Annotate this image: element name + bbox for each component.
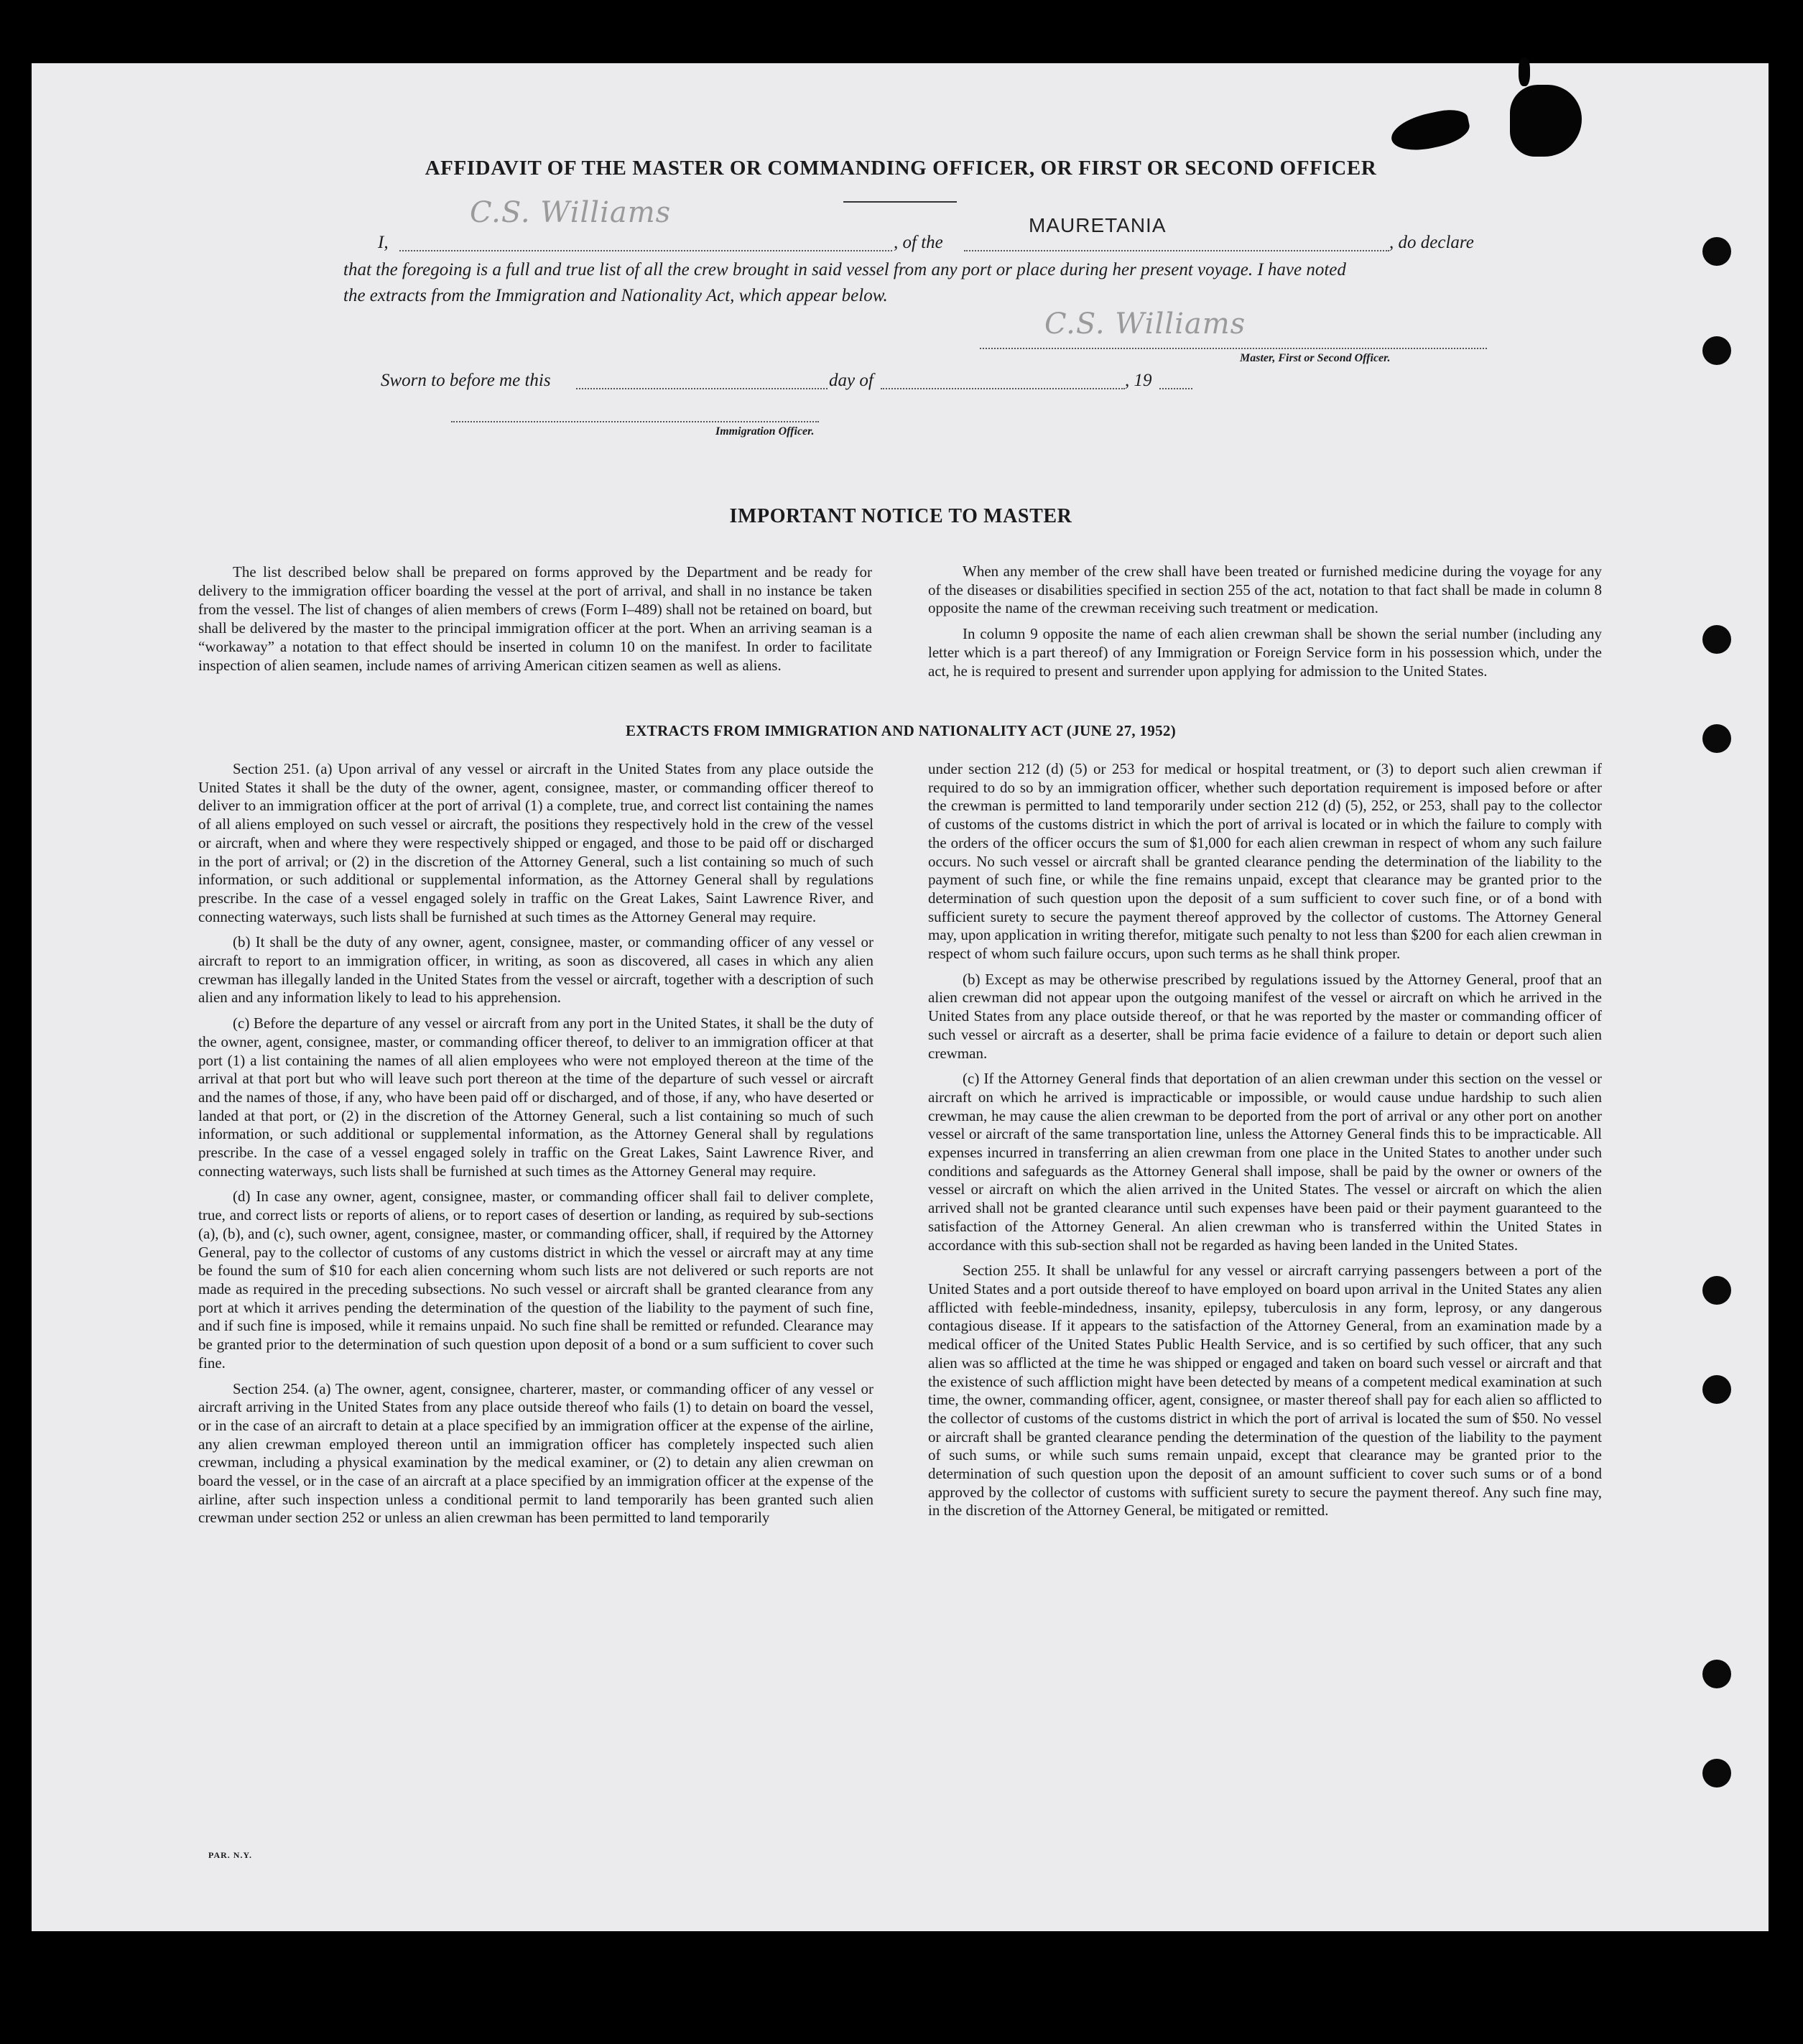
officer-caption: Immigration Officer. [715, 425, 815, 438]
i-label: I, [378, 233, 389, 252]
punch-hole [1702, 237, 1731, 266]
affidavit-title: AFFIDAVIT OF THE MASTER OR COMMANDING OFFICER, OR FIRST OR SECOND OFFICER [425, 157, 1377, 180]
section-254-a: Section 254. (a) The owner, agent, consignee, charterer, master, or commanding officer of any vessel or aircraft arriving in the United States from any place outside thereof who fails (1) to detain on board the vessel, or in the case of an aircraft to detain at a place specified by an immigration officer at the expense of the airline, any alien crewman employed thereon until an immigration officer has completely inspected such alien crewman, including a physical examination by the medical examiner, or (2) to detain any alien crewman on board the vessel, or in the case of an aircraft at a place specified by an immigration officer at the expense of the airline, after such inspection unless a conditional permit to land temporarily has been granted such alien crewman under section 252 or unless an alien crewman has been permitted to land temporarily [198, 1379, 873, 1527]
notice-left-paragraph: The list described below shall be prepared on forms approved by the Department and be ready for delivery to the immigration officer boarding the vessel at the port of arrival, and shall in no instance be taken from the vessel. The list of changes of alien members of crews (Form I–489) shall not be retained on board, but shall be delivered by the master to the principal immigration officer at the port. When an arriving seaman is a “workaway” a notation to that effect should be inserted in column 10 on the manifest. In order to facilitate inspection of alien seamen, include names of arriving American citizen seamen as well as aliens. [198, 563, 872, 674]
section-251-a: Section 251. (a) Upon arrival of any vessel or aircraft in the United States from any place outside the United States it shall be the duty of the owner, agent, consignee, master, or commanding officer thereof to deliver to an immigration officer at the port of arrival (1) a complete, true, and correct list containing the names of all aliens employed on such vessel or aircraft, the positions they respectively hold in the crew of the vessel or aircraft, when and where they were respectively shipped or engaged, and those to be paid off or discharged in the port of arrival; or (2) in the discretion of the Attorney General, such a list containing so much of such information, or such additional or supplemental information, as the Attorney General shall by regulations prescribe. In the case of a vessel engaged solely in traffic on the Great Lakes, Saint Lawrence River, and connecting waterways, such lists shall be furnished at such times as the Attorney General may require. [198, 760, 873, 925]
vessel-line [964, 250, 1389, 251]
signature: C.S. Williams [1044, 307, 1246, 341]
document-page [32, 63, 1769, 1931]
day-of-label: day of [829, 371, 873, 390]
section-255: Section 255. It shall be unlawful for any vessel or aircraft carrying passengers between a port of the United States and a port outside thereof to have employed on board upon arrival in the United States any alien afflicted with feeble-mindedness, insanity, epilepsy, tuberculosis in any form, leprosy, or any dangerous contagious disease. If it appears to the satisfaction of the Attorney General, from an examination made by a medical officer of the United States Public Health Service, and is so certified by such officer, that any such alien was so afflicted at the time he was shipped or engaged and taken on board such vessel or aircraft and that the existence of such affliction might have been detected by means of a competent medical examination at such time, the owner, commanding officer, agent, consignee, or master thereof shall pay for each alien so afflicted to the collector of customs of the customs district in which the port of arrival is located the sum of $50. No vessel or aircraft shall be granted clearance pending the determination of the question of the liability to the payment of such sums, or while such sums remain unpaid, except that clearance may be granted prior to the determination of such question upon the deposit of an amount sufficient to cover such sums or of a bond approved by the collector of customs with sufficient surety to secure the payment thereof. Any such fine may, in the discretion of the Attorney General, be mitigated or remitted. [928, 1262, 1602, 1520]
ink-blot [1388, 106, 1473, 156]
extracts-right-column [928, 760, 1602, 1527]
punch-hole [1702, 1660, 1731, 1688]
notice-right-column [928, 563, 1602, 688]
declare-label: , do declare [1389, 233, 1474, 252]
sworn-label: Sworn to before me this [381, 371, 551, 390]
torn-edge [1510, 85, 1582, 157]
punch-hole [1702, 625, 1731, 654]
notice-right-paragraph-1: When any member of the crew shall have been treated or furnished medicine during the voyage for any of the diseases or disabilities specified in section 255 of the act, notation to that fact shall be made in column 8 opposite the name of the crewman receiving such treatment or medication. [928, 563, 1602, 617]
sworn-month-line [881, 388, 1125, 389]
punch-hole [1702, 724, 1731, 753]
of-the-label: , of the [894, 233, 943, 252]
sworn-year-line [1159, 388, 1192, 389]
section-251-b: (b) It shall be the duty of any owner, agent, consignee, master, or commanding officer of any vessel or aircraft to report to an immigration officer, in writing, as soon as discovered, all cases in which any alien crewman has illegally landed in the United States from the vessel or aircraft, together with a description of such alien and any information likely to lead to his apprehension. [198, 933, 873, 1007]
vessel-name: MAURETANIA [1029, 214, 1167, 236]
section-251-d: (d) In case any owner, agent, consignee, master, or commanding officer shall fail to deliver complete, true, and correct lists or reports of aliens, or to report cases of desertion or landing, as required by sub-sections (a), (b), and (c), such owner, agent, consignee, master, or commanding officer, shall, if required by the Attorney General, pay to the collector of customs of any customs district in which the vessel or aircraft may at any time be found the sum of $10 for each alien concerning whom such lists are not delivered or such reports are not made as required in the preceding subsections. No such vessel or aircraft shall be granted clearance from any port at which it arrives pending the determination of the question of the liability to the payment of such fine, and if such fine is imposed, while it remains unpaid. No such fine shall be remitted or refunded. Clearance may be granted prior to the determination of such question upon deposit of a bond or a sum sufficient to cover such fine. [198, 1188, 873, 1372]
punch-hole [1702, 1375, 1731, 1404]
extracts-title: EXTRACTS FROM IMMIGRATION AND NATIONALITY ACT (JUNE 27, 1952) [626, 722, 1176, 739]
declaration-line-2: the extracts from the Immigration and Nationality Act, which appear below. [343, 286, 888, 305]
notice-right-paragraph-2: In column 9 opposite the name of each alien crewman shall be shown the serial number (including any letter which is a part thereof) of any Immigration or Foreign Service form in his possession which, under the act, he is required to present and surrender upon applying for admission to the United States. [928, 625, 1602, 680]
title-rule [843, 201, 957, 203]
signature-caption: Master, First or Second Officer. [1240, 352, 1391, 364]
extracts-left-column [198, 760, 873, 1535]
torn-notch [1519, 57, 1530, 86]
year-label: , 19 [1125, 371, 1152, 390]
punch-hole [1702, 1276, 1731, 1305]
handwritten-name: C.S. Williams [470, 196, 672, 229]
printer-mark: PAR. N.Y. [208, 1850, 253, 1860]
name-line [399, 250, 892, 251]
declaration-line-1: that the foregoing is a full and true list of all the crew brought in said vessel from any port or place during her present voyage. I have noted [343, 260, 1346, 279]
section-251-c: (c) Before the departure of any vessel or aircraft from any port in the United States, it shall be the duty of the owner, agent, consignee, master, or commanding officer thereof, to deliver to an immigration officer at that port (1) a list containing the names of all alien employees who were not employed thereon at the time of the arrival at that port but who will leave such port thereon at the time of the departure of such vessel or aircraft and the names of those, if any, who have been paid off or discharged, and of those, if any, who have deserted or landed at that port, or (2) in the discretion of the Attorney General, such a list containing so much of such information, or such additional or supplemental information, as the Attorney General shall by regulations prescribe. In the case of a vessel engaged solely in traffic on the Great Lakes, Saint Lawrence River, and connecting waterways, such lists shall be furnished at such times as the Attorney General may require. [198, 1014, 873, 1180]
section-254-a-continued: under section 212 (d) (5) or 253 for medical or hospital treatment, or (3) to deport such alien crewman if required to do so by an immigration officer, whether such deportation requirement is imposed before or after the crewman is permitted to land temporarily under section 212 (d) (5), 252, or 253, shall pay to the collector of customs of the customs district in which the port of arrival is located or in which the failure to comply with the orders of the officer occurs the sum of $1,000 for each alien crewman in respect of whom any such failure occurs. No such vessel or aircraft shall be granted clearance pending the determination of the liability to the payment of such fine, or while the fine remains unpaid, except that clearance may be granted prior to the determination of such question upon the deposit of a sum sufficient to cover such fine, or of a bond with sufficient surety to secure the payment thereof approved by the collector of customs. The Attorney General may, upon application in writing therefor, mitigate such penalty to not less than $200 for each alien crewman in respect of whom such failure occurs, upon such terms as he shall think proper. [928, 760, 1602, 963]
section-254-b: (b) Except as may be otherwise prescribed by regulations issued by the Attorney General, proof that an alien crewman did not appear upon the outgoing manifest of the vessel or aircraft on which he arrived in the United States from any place outside thereof, or that he was reported by the master or commanding officer of such vessel or aircraft as a deserter, shall be prima facie evidence of a failure to detain or deport such alien crewman. [928, 970, 1602, 1062]
punch-hole [1702, 336, 1731, 365]
notice-title: IMPORTANT NOTICE TO MASTER [729, 505, 1072, 527]
punch-hole [1702, 1759, 1731, 1788]
sworn-day-line [576, 388, 828, 389]
officer-signature-line [451, 421, 819, 422]
signature-line [980, 348, 1487, 349]
section-254-c: (c) If the Attorney General finds that deportation of an alien crewman under this section on the vessel or aircraft on which he arrived is impracticable or impossible, or would cause undue hardship to such alien crewman, he may cause the alien crewman to be deported from the port of arrival or any other port on another vessel or aircraft of the same transportation line, unless the Attorney General finds this to be impracticable. All expenses incurred in transferring an alien crewman from one place in the United States to another under such conditions and safeguards as the Attorney General shall impose, shall be paid by the owner or owners of the vessel or aircraft on which the alien arrived in the United States. The vessel or aircraft on which the alien arrived shall not be granted clearance until such expenses have been paid or their payment guaranteed to the satisfaction of the Attorney General. An alien crewman who is transferred within the United States in accordance with this sub-section shall not be regarded as having been landed in the United States. [928, 1070, 1602, 1254]
